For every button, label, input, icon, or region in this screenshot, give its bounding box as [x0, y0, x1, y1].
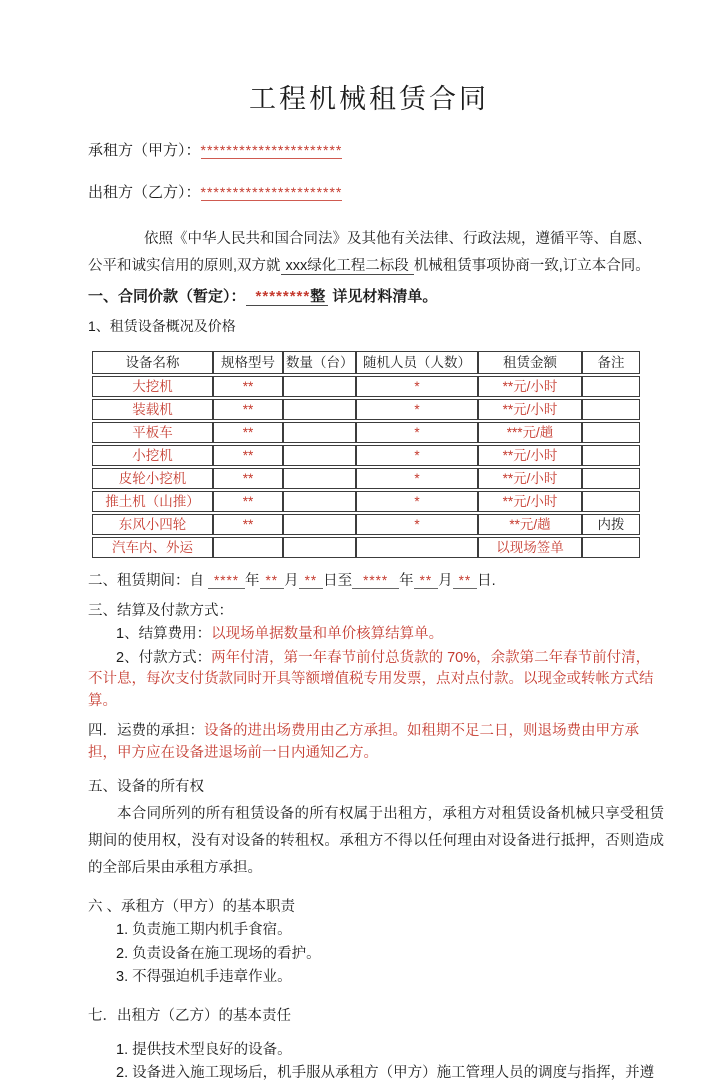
- equipment-name-cell: 汽车内、外运: [92, 537, 213, 558]
- spec-cell: **: [213, 422, 283, 443]
- contract-price-note: 详见材料清单。: [332, 288, 438, 305]
- table-row: [92, 399, 640, 420]
- section-3-heading: 三、结算及付款方式：: [88, 603, 233, 619]
- table-header-cell: 备注: [582, 351, 640, 374]
- note-cell: [582, 399, 640, 420]
- ownership-paragraph: 本合同所列的所有租赁设备的所有权属于出租方，承租方对租赁设备机械只享受租赁期间的使用权，没有对设备的转租权。承租方不得以任何理由对设备进行抵押，否则造成的全部后果由承租方承担。: [88, 806, 664, 876]
- lessee-duty-item: 2. 负责设备在施工现场的看护。: [116, 945, 321, 962]
- price-cell: **元/小时: [478, 445, 582, 466]
- spec-cell: **: [213, 399, 283, 420]
- crew-cell: *: [356, 399, 478, 420]
- table-header-cell: 设备名称: [92, 351, 213, 374]
- year-char-2: 年: [399, 573, 414, 589]
- table-row: [92, 422, 640, 443]
- settlement-fee-label: 1、结算费用：: [116, 626, 212, 642]
- freight-label: 四．运费的承担：: [88, 723, 204, 739]
- table-row: [92, 491, 640, 512]
- section-4-paragraph: [88, 721, 664, 764]
- freight-text: 设备的进出场费用由乙方承担。如租期不足二日，则退场费由甲方承担，甲方应在设备进退场前一日内通知乙方。: [88, 723, 639, 761]
- equipment-name-cell: 推土机（山推）: [92, 491, 213, 512]
- quantity-cell: [283, 468, 356, 489]
- lessor-duty-item: 1. 提供技术型良好的设备。: [116, 1041, 292, 1058]
- crew-cell: *: [356, 422, 478, 443]
- preamble-paragraph: [88, 226, 664, 280]
- end-month-blank: **: [414, 573, 439, 589]
- table-row: [92, 468, 640, 489]
- note-cell: 内拨: [582, 514, 640, 535]
- project-name-blank: xxx绿化工程二标段: [281, 258, 414, 275]
- party-a-value-blank: **********************: [200, 142, 343, 158]
- spec-cell: **: [213, 445, 283, 466]
- quantity-cell: [283, 422, 356, 443]
- quantity-cell: [283, 445, 356, 466]
- table-header-cell: 随机人员（人数）: [356, 351, 478, 374]
- section-5-heading: 五、设备的所有权: [88, 779, 204, 795]
- spec-cell: **: [213, 514, 283, 535]
- start-year-blank: ****: [208, 573, 245, 589]
- table-row: [92, 537, 640, 558]
- table-header-cell: 数量（台）: [283, 351, 356, 374]
- note-cell: [582, 468, 640, 489]
- crew-cell: *: [356, 376, 478, 397]
- crew-cell: *: [356, 491, 478, 512]
- note-cell: [582, 537, 640, 558]
- table-row: [92, 376, 640, 397]
- month-char: 月: [284, 573, 299, 589]
- section-1-sub-heading: 1、租赁设备概况及价格: [88, 318, 236, 334]
- quantity-cell: [283, 537, 356, 558]
- document-title: 工程机械租赁合同: [249, 84, 489, 114]
- end-day-blank: **: [453, 573, 478, 589]
- spec-cell: **: [213, 468, 283, 489]
- equipment-name-cell: 皮轮小挖机: [92, 468, 213, 489]
- party-b-label: 出租方（乙方）：: [88, 184, 201, 201]
- party-b-line: [88, 182, 664, 203]
- lessee-duty-item: 1. 负责施工期内机手食宿。: [116, 922, 292, 938]
- start-day-blank: **: [299, 573, 324, 589]
- settlement-fee-text: 以现场单据数量和单价核算结算单。: [211, 626, 444, 642]
- price-cell: **元/小时: [478, 376, 582, 397]
- settlement-fee-item: [88, 624, 664, 646]
- to-char: 日至: [323, 573, 353, 589]
- price-cell: **元/小时: [478, 399, 582, 420]
- contract-amount-stars: ********: [255, 288, 311, 305]
- price-cell: **元/小时: [478, 491, 582, 512]
- contract-price-label: 一、合同价款（暂定）：: [88, 288, 246, 305]
- preamble-text-1: 依照《中华人民共和国合同法》及其他有关法律、行政法规，遵循平等、自愿、公平和诚实信用的原则,双方就: [88, 231, 652, 274]
- note-cell: [582, 376, 640, 397]
- equipment-name-cell: 平板车: [92, 422, 213, 443]
- price-cell: **元/趟: [478, 514, 582, 535]
- equipment-name-cell: 小挖机: [92, 445, 213, 466]
- spec-cell: **: [213, 376, 283, 397]
- rental-period-label: 二、租赁期间：自: [88, 573, 204, 589]
- equipment-name-cell: 大挖机: [92, 376, 213, 397]
- quantity-cell: [283, 491, 356, 512]
- crew-cell: *: [356, 468, 478, 489]
- spec-cell: **: [213, 491, 283, 512]
- month-char-2: 月: [438, 573, 453, 589]
- equipment-name-cell: 东风小四轮: [92, 514, 213, 535]
- equipment-name-cell: 装载机: [92, 399, 213, 420]
- section-7-heading: 七．出租方（乙方）的基本责任: [88, 1007, 291, 1024]
- equipment-table-body: [92, 376, 640, 558]
- year-char: 年: [245, 573, 260, 589]
- day-end-char: 日.: [477, 573, 496, 589]
- quantity-cell: [283, 399, 356, 420]
- price-cell: 以现场签单: [478, 537, 582, 558]
- lessor-duty-item: 2. 设备进入施工现场后，机手服从承租方（甲方）施工管理人员的调度与指挥，并遵: [116, 1065, 655, 1081]
- party-b-value-blank: **********************: [200, 184, 343, 200]
- payment-method-text: 两年付清，第一年春节前付总货款的 70%，余款第二年春节前付清，不计息，每次支付货款同时开具等额增值税专用发票，点对点付款。以现金或转帐方式结算。: [88, 649, 654, 709]
- quantity-cell: [283, 376, 356, 397]
- lessee-duty-item: 3. 不得强迫机手违章作业。: [116, 969, 292, 985]
- note-cell: [582, 422, 640, 443]
- table-header-cell: 租赁金额: [478, 351, 582, 374]
- contract-amount-suffix: 整: [310, 288, 326, 305]
- table-header-cell: 规格型号: [213, 351, 283, 374]
- quantity-cell: [283, 514, 356, 535]
- section-1-heading: [88, 286, 664, 308]
- payment-method-label: 2、付款方式：: [116, 649, 212, 666]
- start-month-blank: **: [260, 573, 285, 589]
- section-2-line: [88, 570, 664, 592]
- table-row: [92, 445, 640, 466]
- spec-cell: [213, 537, 283, 558]
- price-cell: ***元/趟: [478, 422, 582, 443]
- crew-cell: [356, 537, 478, 558]
- crew-cell: *: [356, 445, 478, 466]
- payment-method-item: [88, 648, 664, 713]
- equipment-table: [92, 349, 640, 560]
- note-cell: [582, 445, 640, 466]
- price-cell: **元/小时: [478, 468, 582, 489]
- table-row: [92, 514, 640, 535]
- section-6-heading: 六 、承租方（甲方）的基本职责: [88, 899, 296, 915]
- note-cell: [582, 491, 640, 512]
- end-year-blank: ****: [352, 573, 399, 589]
- preamble-text-2: 机械租赁事项协商一致,订立本合同。: [413, 258, 650, 274]
- party-a-label: 承租方（甲方）：: [88, 142, 201, 159]
- equipment-table-header-row: [92, 351, 640, 374]
- crew-cell: *: [356, 514, 478, 535]
- party-a-line: [88, 140, 664, 161]
- contract-amount-blank: [246, 288, 329, 306]
